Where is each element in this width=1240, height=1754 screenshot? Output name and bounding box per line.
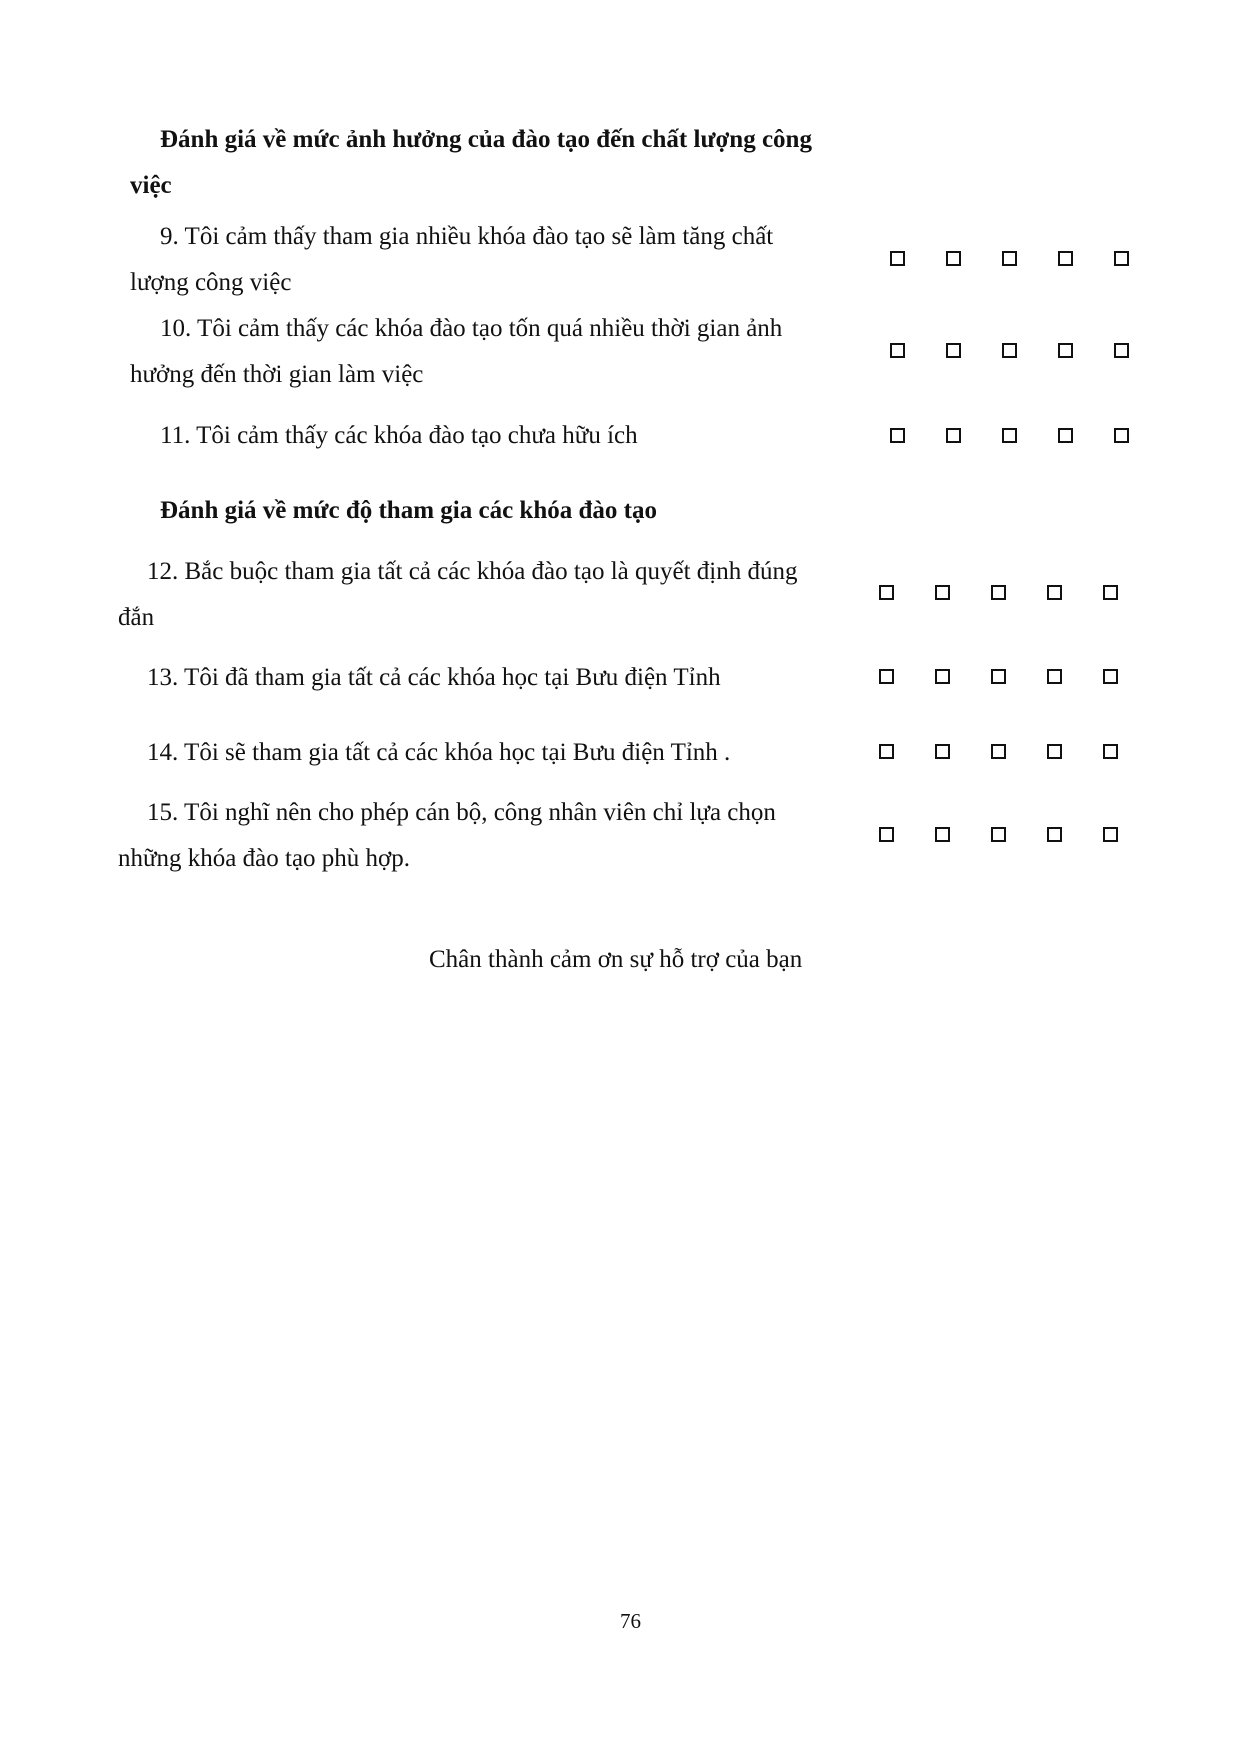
question-9-option-1-checkbox[interactable] xyxy=(890,251,905,266)
section-2-title: Đánh giá về mức độ tham gia các khóa đào tạo xyxy=(160,497,657,524)
question-15-option-3-checkbox[interactable] xyxy=(991,827,1006,842)
question-12-rating xyxy=(879,585,1119,605)
question-15-option-2-checkbox[interactable] xyxy=(935,827,950,842)
question-9-option-4-checkbox[interactable] xyxy=(1058,251,1073,266)
question-15-option-4-checkbox[interactable] xyxy=(1047,827,1062,842)
question-11-option-1-checkbox[interactable] xyxy=(890,428,905,443)
question-12-option-2-checkbox[interactable] xyxy=(935,585,950,600)
question-11-option-4-checkbox[interactable] xyxy=(1058,428,1073,443)
page-number: 76 xyxy=(620,1609,641,1633)
section-1-title-line-2: việc xyxy=(130,172,172,199)
question-13-rating xyxy=(879,669,1119,689)
question-11-line-1: 11. Tôi cảm thấy các khóa đào tạo chưa hữu ích xyxy=(160,422,638,449)
question-13-option-3-checkbox[interactable] xyxy=(991,669,1006,684)
question-10-line-2: hưởng đến thời gian làm việc xyxy=(130,361,424,388)
question-10-option-1-checkbox[interactable] xyxy=(890,343,905,358)
question-12-option-4-checkbox[interactable] xyxy=(1047,585,1062,600)
question-9-line-1: 9. Tôi cảm thấy tham gia nhiều khóa đào tạo sẽ làm tăng chất xyxy=(160,223,774,250)
question-12-option-1-checkbox[interactable] xyxy=(879,585,894,600)
question-14-rating xyxy=(879,744,1119,764)
question-11-rating xyxy=(890,428,1130,448)
question-15-line-1: 15. Tôi nghĩ nên cho phép cán bộ, công nhân viên chỉ lựa chọn xyxy=(147,799,776,826)
question-10-option-5-checkbox[interactable] xyxy=(1114,343,1129,358)
question-11-option-3-checkbox[interactable] xyxy=(1002,428,1017,443)
question-9-option-2-checkbox[interactable] xyxy=(946,251,961,266)
question-14-option-2-checkbox[interactable] xyxy=(935,744,950,759)
question-9-option-5-checkbox[interactable] xyxy=(1114,251,1129,266)
question-13-line-1: 13. Tôi đã tham gia tất cả các khóa học tại Bưu điện Tỉnh xyxy=(147,664,721,691)
question-14-line-1: 14. Tôi sẽ tham gia tất cả các khóa học tại Bưu điện Tỉnh . xyxy=(147,739,731,766)
question-12-option-3-checkbox[interactable] xyxy=(991,585,1006,600)
question-12-line-2: đắn xyxy=(118,604,155,631)
question-14-option-4-checkbox[interactable] xyxy=(1047,744,1062,759)
question-15-option-1-checkbox[interactable] xyxy=(879,827,894,842)
question-10-rating xyxy=(890,343,1130,363)
question-13-option-2-checkbox[interactable] xyxy=(935,669,950,684)
question-14-option-3-checkbox[interactable] xyxy=(991,744,1006,759)
question-9-option-3-checkbox[interactable] xyxy=(1002,251,1017,266)
question-9-rating xyxy=(890,251,1130,271)
closing-thanks: Chân thành cảm ơn sự hỗ trợ của bạn xyxy=(429,946,803,973)
question-14-option-5-checkbox[interactable] xyxy=(1103,744,1118,759)
question-10-option-4-checkbox[interactable] xyxy=(1058,343,1073,358)
question-12-option-5-checkbox[interactable] xyxy=(1103,585,1118,600)
question-10-option-2-checkbox[interactable] xyxy=(946,343,961,358)
question-14-option-1-checkbox[interactable] xyxy=(879,744,894,759)
question-10-line-1: 10. Tôi cảm thấy các khóa đào tạo tốn quá nhiều thời gian ảnh xyxy=(160,315,783,342)
question-13-option-5-checkbox[interactable] xyxy=(1103,669,1118,684)
question-13-option-4-checkbox[interactable] xyxy=(1047,669,1062,684)
section-1-title-line-1: Đánh giá về mức ảnh hưởng của đào tạo đến chất lượng công xyxy=(160,126,812,153)
question-15-line-2: những khóa đào tạo phù hợp. xyxy=(118,845,411,872)
question-9-line-2: lượng công việc xyxy=(130,269,292,296)
question-11-option-5-checkbox[interactable] xyxy=(1114,428,1129,443)
question-13-option-1-checkbox[interactable] xyxy=(879,669,894,684)
question-10-option-3-checkbox[interactable] xyxy=(1002,343,1017,358)
question-11-option-2-checkbox[interactable] xyxy=(946,428,961,443)
question-12-line-1: 12. Bắc buộc tham gia tất cả các khóa đào tạo là quyết định đúng xyxy=(147,558,798,585)
question-15-option-5-checkbox[interactable] xyxy=(1103,827,1118,842)
question-15-rating xyxy=(879,827,1119,847)
